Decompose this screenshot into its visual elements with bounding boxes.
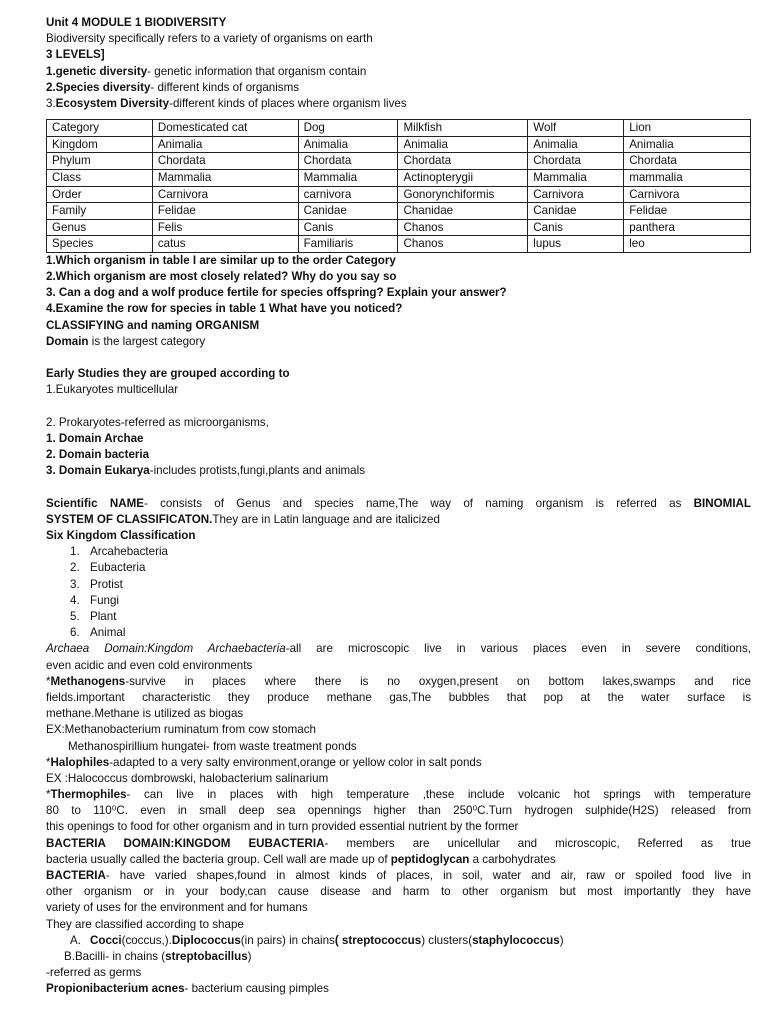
blank-line [46,480,751,496]
table-header-row [47,120,751,137]
text-run: EX:Methanobacterium ruminatum from cow stomach [46,723,316,737]
text-run: peptidoglycan [390,852,470,866]
table-cell: Genus [47,219,153,236]
table-cell: Familiaris [298,236,398,253]
table-cell: Order [47,186,153,203]
text-run: - can live in places with high temperature ,these include volcanic hot springs with temperature [126,788,751,802]
list-marker: 4. [70,593,80,607]
table-cell: Class [47,169,153,186]
text-run: -adapted to a very salty environment,orange or yellow color in salt ponds [109,755,482,769]
text-run: - have varied shapes,found in almost kinds of places, in soil, water and air, raw or spoiled food live in [105,869,751,882]
document-title [46,15,751,31]
table-cell: Kingdom [47,136,153,153]
text-line [46,739,751,755]
text-run: 1.Which organism in table I are similar up to the order Category [46,253,396,267]
list-item [46,593,751,609]
text-run: 80 to 110⁰C. even in small deep sea opennings higher than 250⁰C.Turn hydrogen sulphide(H2S) released from [46,804,751,818]
text-run: Domain [46,334,89,348]
document-page [46,15,751,998]
text-run: methane.Methane is utilized as biogas [46,707,244,721]
text-run: 3 LEVELS] [46,48,105,62]
text-run: Thermophiles [50,788,127,802]
list-item [46,609,751,625]
list-marker: 2. [70,561,80,575]
table-row [47,219,751,236]
text-line [46,949,751,965]
table-cell: Mammalia [298,169,398,186]
text-line [46,868,751,884]
table-header-cell: Category [47,120,153,137]
text-line [46,641,751,657]
text-line [46,31,751,47]
text-run: staphylococcus [472,933,560,947]
table-cell: Chordata [398,153,528,170]
table-cell: Chanidae [398,203,528,220]
text-run: 2.Species diversity [46,80,151,94]
table-row [47,169,751,186]
table-cell: Animalia [528,136,624,153]
table-cell: Species [47,236,153,253]
text-line [46,787,751,803]
text-run: - consists of Genus and species name,The way of naming organism is referred as [143,496,694,510]
text-line [46,301,751,317]
text-run: 1.Eukaryotes multicellular [46,383,179,397]
table-cell: Animalia [624,136,751,153]
table-cell: Chanos [398,236,528,253]
text-line [46,819,751,835]
text-run: Protist [90,577,123,591]
list-item [46,577,751,593]
text-line [46,803,751,819]
text-run: Methanospirillium hungatei- from waste treatment ponds [68,739,357,753]
table-cell: Canidae [528,203,624,220]
table-cell: Mammalia [528,169,624,186]
table-row [47,236,751,253]
text-run: -includes protists,fungi,plants and animals [149,464,365,478]
text-run: Propionibacterium acnes [46,982,185,996]
table-row [47,153,751,170]
table-cell: mammalia [624,169,751,186]
text-run: variety of uses for the environment and for humans [46,901,308,915]
text-line [46,366,751,382]
table-cell: panthera [624,219,751,236]
text-run: B.Bacilli- in chains ( [64,949,166,963]
table-header-cell: Domesticated cat [152,120,298,137]
text-line [46,755,751,771]
text-run: BACTERIA [46,869,106,882]
text-run: Halophiles [50,755,110,769]
text-line [46,80,751,96]
text-run: Archaea Domain:Kingdom Archaebacteria [46,642,286,656]
text-line [46,269,751,285]
text-line [46,706,751,722]
list-marker: A. [70,933,81,947]
text-run: They are classified according to shape [46,917,244,931]
text-line [46,47,751,63]
text-run: ) [559,933,564,947]
table-row [47,203,751,220]
table-cell: Felis [152,219,298,236]
text-run: 2. Domain bacteria [46,448,150,462]
table-cell: carnivora [298,186,398,203]
blank-line [46,399,751,415]
text-run: ( streptococcus [334,933,422,947]
text-line [46,965,751,981]
list-marker: 6. [70,626,80,640]
text-run: Methanogens [50,674,126,688]
text-run: 3. [46,96,56,110]
text-run: 1.genetic diversity [46,64,148,78]
table-cell: Chanos [398,219,528,236]
table-cell: Phylum [47,153,153,170]
table-cell: Mammalia [152,169,298,186]
text-run: Six Kingdom Classification [46,529,196,543]
table-cell: Carnivora [528,186,624,203]
text-line [46,528,751,544]
text-run: Scientific NAME [46,496,144,510]
text-line [46,900,751,916]
text-run: Cocci [90,933,122,947]
text-run: Diplococcus [171,933,241,947]
text-run: Plant [90,610,117,623]
text-line [46,253,751,269]
text-line [46,415,751,431]
text-line [46,96,751,112]
taxonomy-table [46,119,751,253]
text-run: ) [247,949,252,963]
table-cell: leo [624,236,751,253]
text-run: Fungi [90,593,120,607]
table-cell: catus [152,236,298,253]
text-run: 2.Which organism are most closely related? Why do you say so [46,270,397,284]
table-cell: Animalia [152,136,298,153]
text-run: -referred as germs [46,966,142,980]
text-run: -all are microscopic live in various places even in severe conditions, [285,642,751,656]
list-item [46,933,751,949]
text-run: other organism or in your body,can cause disease and harm to other organism but most importantly they have [46,885,751,899]
table-cell: Canidae [298,203,398,220]
text-run: - different kinds of organisms [150,80,300,94]
text-run: * [46,674,51,688]
text-line [46,285,751,301]
text-run: BACTERIA DOMAIN:KINGDOM EUBACTERIA [46,836,325,850]
table-header-cell: Milkfish [398,120,528,137]
text-run: They are in Latin language and are italicized [212,512,440,526]
text-line [46,658,751,674]
table-cell: lupus [528,236,624,253]
list-marker: 3. [70,577,80,591]
text-line [46,884,751,900]
list-item [46,625,751,641]
text-line [46,690,751,706]
text-run: is the largest category [88,334,206,348]
text-line [46,496,751,512]
text-run: Biodiversity specifically refers to a variety of organisms on earth [46,32,373,46]
text-run: even acidic and even cold environments [46,658,253,672]
text-run: ) clusters( [421,933,473,947]
text-run: - genetic information that organism contain [147,64,367,78]
table-cell: Animalia [298,136,398,153]
text-run: 1. Domain Archae [46,431,144,445]
text-line [46,512,751,528]
text-run: bacteria usually called the bacteria group. Cell wall are made up of [46,852,391,866]
text-line [46,447,751,463]
document-body [46,253,751,998]
text-run: a carbohydrates [469,852,556,866]
blank-line [46,350,751,366]
text-run: Arcahebacteria [90,545,168,559]
table-cell: Actinopterygii [398,169,528,186]
table-cell: Chordata [152,153,298,170]
text-line [46,917,751,933]
text-line [46,382,751,398]
text-run: - bacterium causing pimples [184,982,329,996]
document-header [46,15,751,112]
text-run: -different kinds of places where organism lives [169,96,407,110]
text-line [46,463,751,479]
text-line [46,318,751,334]
text-line [46,771,751,787]
table-row [47,136,751,153]
text-run: -survive in places where there is no oxygen,present on bottom lakes,swamps and rice [125,674,751,688]
text-run: this openings to food for other organism and in turn provided essential nutrient by the former [46,820,519,834]
text-run: fields.important characteristic they produce methane gas,The bubbles that pop at the water surface is [46,690,751,704]
text-run: Animal [90,626,126,640]
table-cell: Animalia [398,136,528,153]
text-run: - members are unicellular and microscopic, Referred as true [324,836,752,850]
text-run: Eubacteria [90,561,146,575]
text-run: * [46,788,51,802]
text-run: 4.Examine the row for species in table 1 What have you noticed? [46,302,403,316]
text-line [46,334,751,350]
table-cell: Family [47,203,153,220]
text-run: BINOMIAL [693,496,751,510]
text-run: EX :Halococcus dombrowski, halobacterium salinarium [46,771,329,785]
table-cell: Canis [528,219,624,236]
table-header-cell: Wolf [528,120,624,137]
text-run: CLASSIFYING and naming ORGANISM [46,318,260,332]
list-item [46,544,751,560]
text-run: Unit 4 MODULE 1 BIODIVERSITY [46,16,227,29]
text-line [46,64,751,80]
text-run: Ecosystem Diversity [55,96,170,110]
table-header-cell: Dog [298,120,398,137]
table-header-cell: Lion [624,120,751,137]
text-run: (coccus,). [121,933,172,947]
table-cell: Carnivora [152,186,298,203]
list-marker: 1. [70,545,80,559]
table-row [47,186,751,203]
text-run: streptobacillus [165,949,248,963]
text-run: * [46,755,51,769]
text-line [46,674,751,690]
table-cell: Carnivora [624,186,751,203]
text-run: (in pairs) in chains [240,933,335,947]
table-cell: Chordata [298,153,398,170]
table-cell: Felidae [152,203,298,220]
text-line [46,722,751,738]
text-run: 2. Prokaryotes-referred as microorganisms, [46,415,269,429]
table-cell: Canis [298,219,398,236]
list-item [46,560,751,576]
table-cell: Felidae [624,203,751,220]
text-run: SYSTEM OF CLASSIFICATON. [46,512,213,526]
list-marker: 5. [70,610,80,623]
table-cell: Chordata [624,153,751,170]
table-cell: Chordata [528,153,624,170]
text-run: 3. Domain Eukarya [46,464,150,478]
text-line [46,836,751,852]
text-line [46,852,751,868]
text-line [46,981,751,997]
text-run: Early Studies they are grouped according to [46,367,290,381]
table-cell: Gonorynchiformis [398,186,528,203]
text-line [46,431,751,447]
text-run: 3. Can a dog and a wolf produce fertile for species offspring? Explain your answer? [46,286,507,300]
